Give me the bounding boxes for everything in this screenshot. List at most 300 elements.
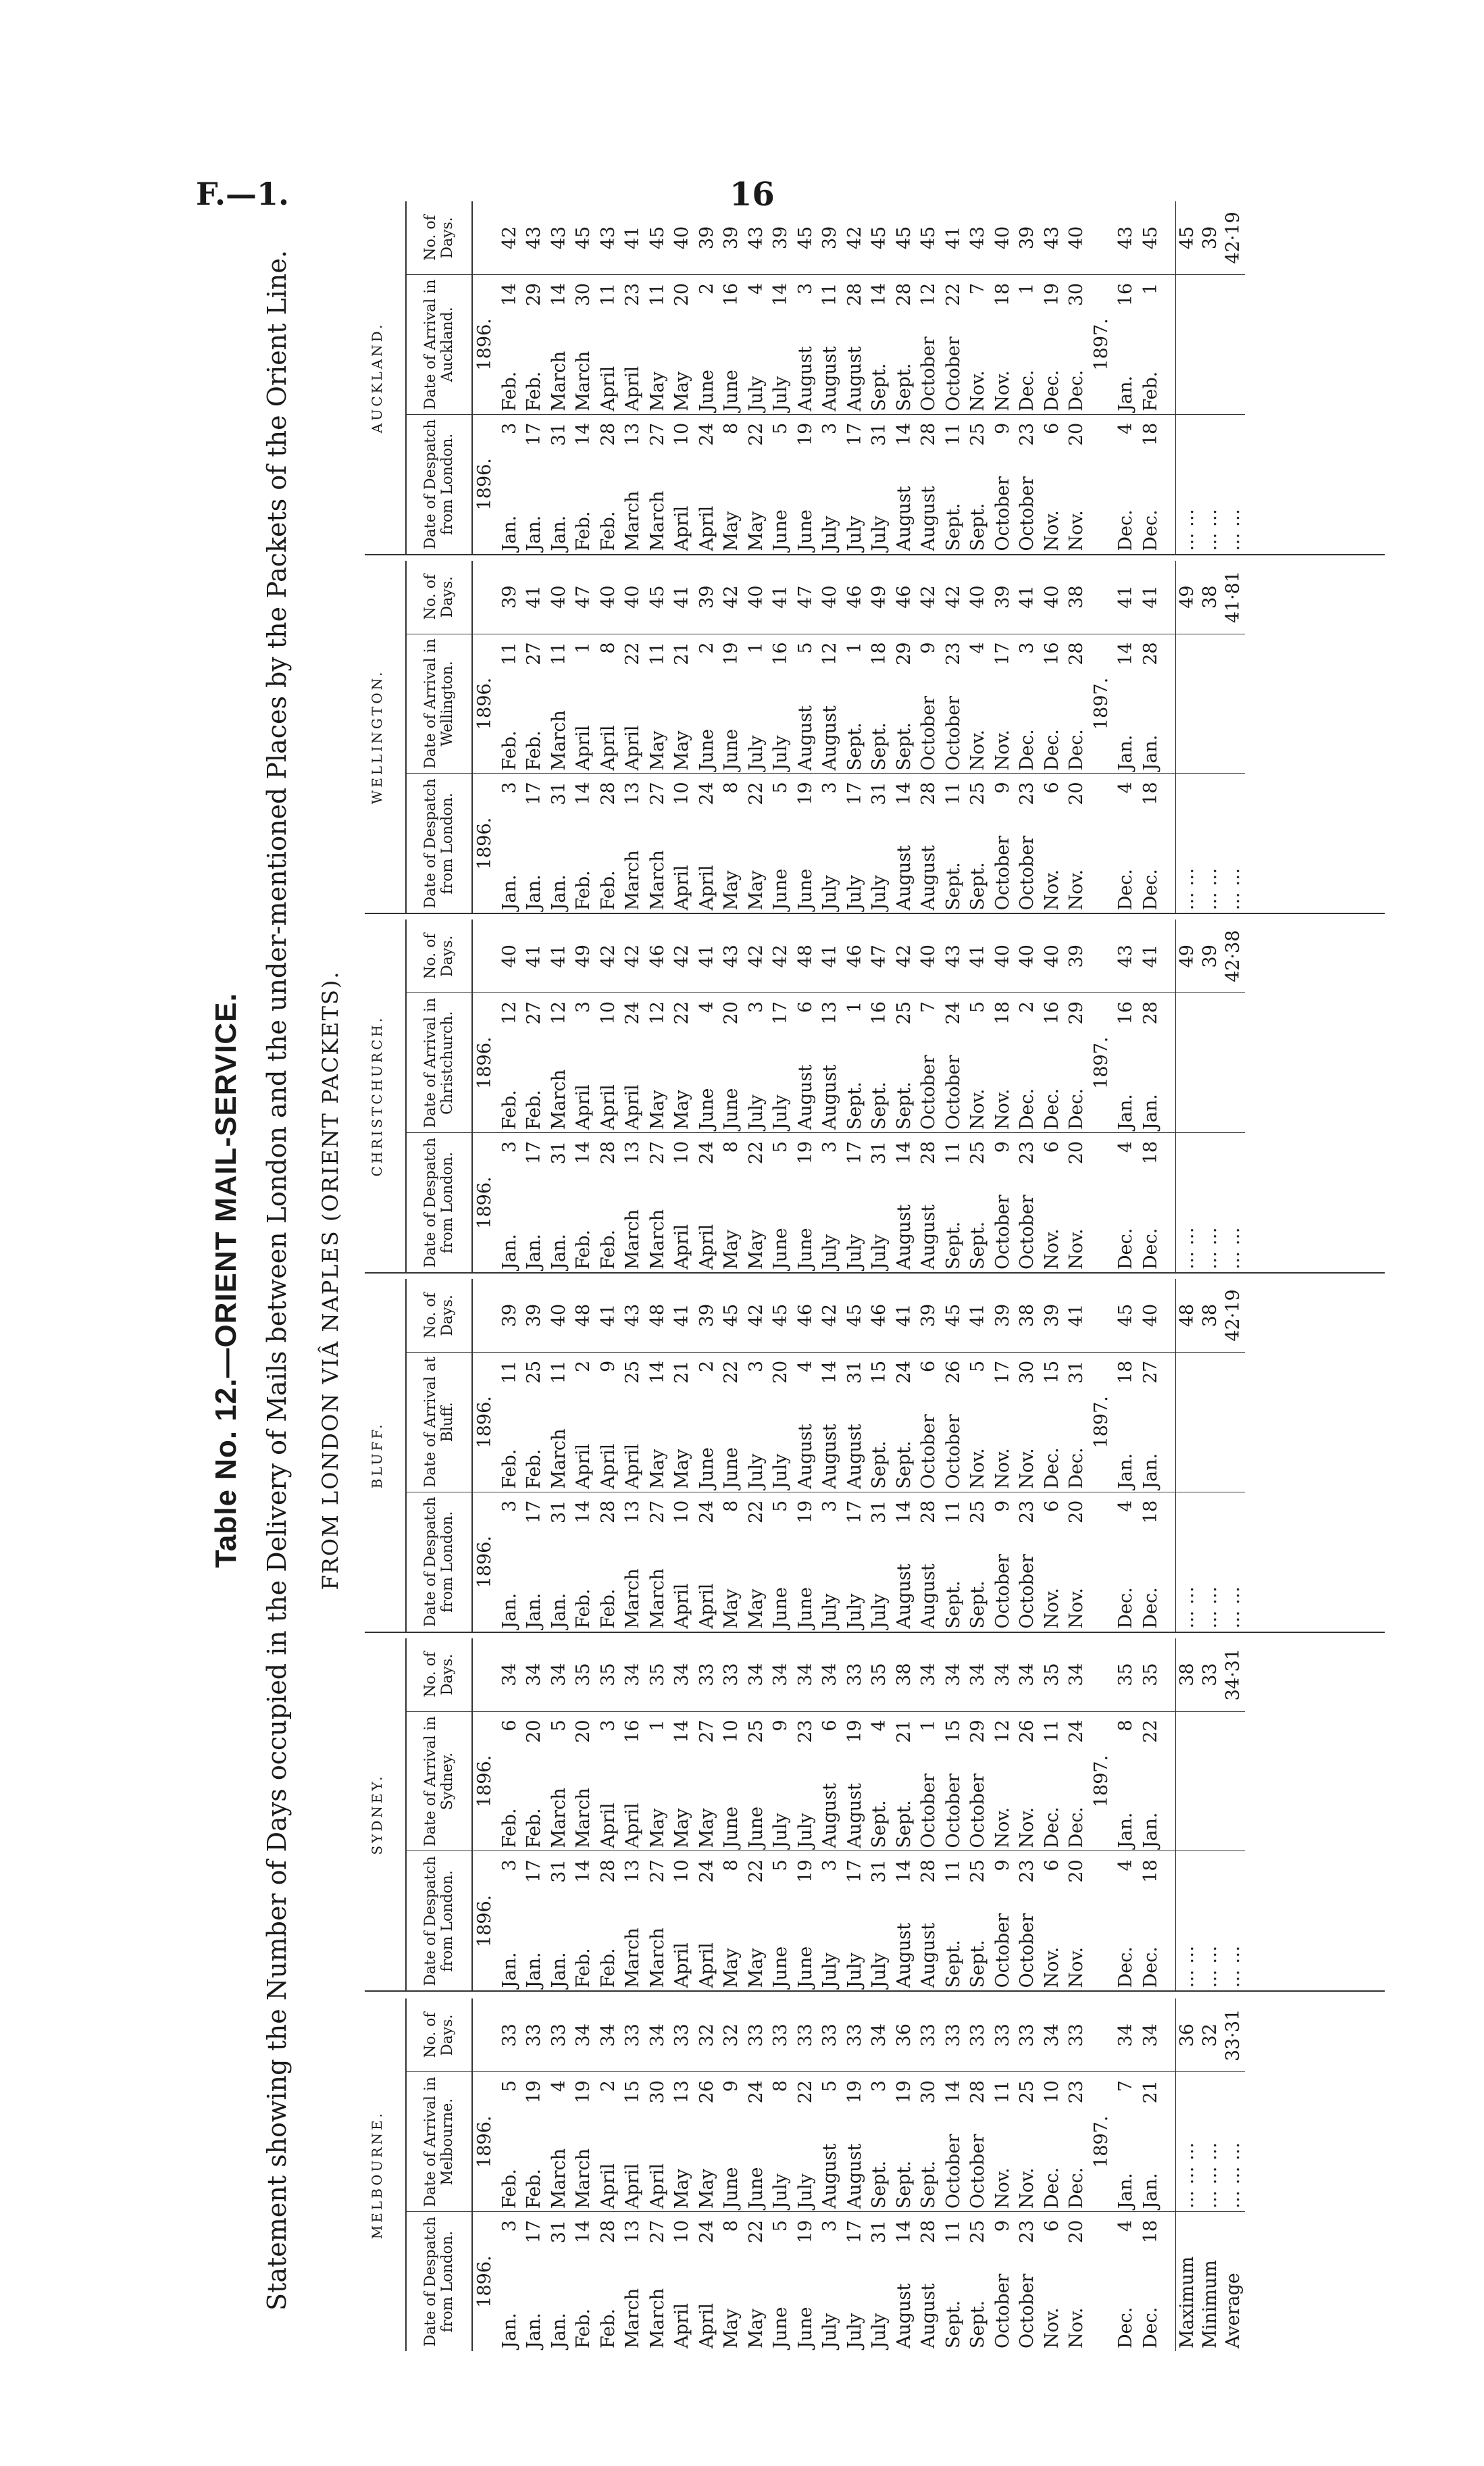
days-count: 41 [621, 201, 646, 274]
day: 13 [622, 1141, 643, 1165]
despatch-date [892, 1851, 917, 1990]
summary-label: … … [1200, 1945, 1221, 1988]
despatch-date [1065, 1492, 1090, 1631]
column-header: Date of Arrival in Sydney. [406, 1711, 472, 1851]
despatch-date [621, 2212, 646, 2351]
table-row [991, 1638, 1016, 1991]
table-row [498, 1998, 523, 2351]
day: 14 [893, 782, 915, 805]
day: 27 [696, 1719, 717, 1743]
arrival-date [744, 1711, 769, 1851]
month: March [548, 2148, 569, 2209]
arrival-date [1139, 274, 1164, 414]
day: 28 [1140, 1001, 1161, 1025]
column-header: Date of Despatch from London. [406, 774, 472, 913]
despatch-date [646, 774, 671, 913]
month: Jan. [548, 1234, 569, 1269]
day: 14 [893, 1141, 915, 1165]
days-count: 46 [867, 1279, 892, 1352]
month: May [721, 511, 742, 551]
arrival-date [991, 1711, 1016, 1851]
day: 13 [819, 1001, 840, 1025]
days-count: 35 [596, 1638, 621, 1711]
despatch-date [596, 774, 621, 913]
day: 14 [548, 282, 569, 307]
day: 19 [893, 2080, 915, 2104]
month: August [794, 1064, 816, 1130]
year-label: 1896. [472, 993, 498, 1133]
days-count: 43 [744, 201, 769, 274]
days-count: 42 [843, 201, 868, 274]
days-count: 40 [498, 920, 523, 992]
despatch-date [670, 414, 695, 553]
summary-row: Minimum … … … 32 [1199, 1998, 1222, 2351]
despatch-date [571, 414, 596, 553]
arrival-date [522, 1352, 547, 1492]
arrival-date [867, 634, 892, 774]
days-count: 43 [621, 1279, 646, 1352]
day: 14 [942, 2080, 964, 2104]
despatch-date [892, 774, 917, 913]
month: May [646, 1808, 668, 1848]
arrival-date [1065, 1352, 1090, 1492]
month: Dec. [1140, 2307, 1161, 2348]
table-row [1139, 561, 1164, 913]
despatch-date [498, 414, 523, 553]
month: March [646, 1928, 668, 1988]
day: 3 [869, 2080, 890, 2092]
arrival-date [695, 634, 720, 774]
day: 16 [770, 642, 791, 665]
month: Dec. [1066, 370, 1087, 411]
days-count: 45 [843, 1279, 868, 1352]
days-count: 39 [818, 201, 843, 274]
summary-label: … … [1200, 509, 1221, 551]
rotated-table-page [209, 182, 1398, 2378]
summary-label: … … [1223, 1227, 1244, 1269]
table-row [991, 920, 1016, 1272]
arrival-date [1139, 2072, 1164, 2212]
despatch-date [966, 2212, 991, 2351]
arrival-date [571, 1711, 596, 1851]
days-count: 38 [1015, 1279, 1040, 1352]
table-row [843, 1279, 868, 1632]
arrival-date [966, 1711, 991, 1851]
day: 28 [918, 2220, 939, 2244]
month: June [770, 1587, 791, 1629]
day: 14 [573, 1500, 594, 1524]
summary-label: Maximum [1176, 2212, 1200, 2351]
day: 4 [1115, 782, 1136, 794]
day: 19 [573, 2080, 594, 2104]
month: October [918, 1055, 939, 1130]
month: August [844, 2143, 865, 2209]
summary-row [1222, 1638, 1245, 1991]
summary-row [1176, 201, 1200, 554]
despatch-date [843, 2212, 868, 2351]
table-row [1065, 1638, 1090, 1991]
summary-label: … … [1223, 1945, 1244, 1988]
header-row [406, 1279, 472, 1632]
days-count: 33 [498, 1998, 523, 2071]
year-label: 1896. [472, 1352, 498, 1492]
arrival-date [646, 634, 671, 774]
summary-value: 33·31 [1222, 1998, 1245, 2071]
header-row [406, 1998, 472, 2351]
month: August [918, 1923, 939, 1988]
despatch-date [646, 1492, 671, 1631]
arrival-date [1114, 1711, 1139, 1851]
days-count: 41 [1015, 561, 1040, 634]
day: 6 [1041, 422, 1063, 434]
arrival-date [818, 1352, 843, 1492]
day: 25 [967, 2220, 988, 2244]
month: July [819, 1593, 840, 1629]
arrival-date [892, 1352, 917, 1492]
day: 4 [1115, 1500, 1136, 1512]
days-count: 45 [646, 561, 671, 634]
month: May [745, 511, 767, 551]
table-row [547, 1998, 572, 2351]
month: June [770, 1946, 791, 1988]
month: April [573, 1443, 594, 1489]
month: Dec. [1115, 2307, 1136, 2348]
table-row [818, 561, 843, 913]
month: Dec. [1140, 869, 1161, 911]
table-row [843, 201, 868, 554]
table-row [596, 1998, 621, 2351]
header-row [406, 561, 472, 913]
arrival-date [794, 993, 819, 1133]
year-row [472, 1998, 498, 2351]
arrival-date [991, 1352, 1016, 1492]
day: 25 [893, 1001, 915, 1025]
day: 23 [622, 282, 643, 307]
table-row [818, 920, 843, 1272]
day: 6 [1041, 1859, 1063, 1871]
year-label: 1896. [474, 458, 495, 511]
month: March [548, 1788, 569, 1848]
month: March [573, 351, 594, 411]
month: Jan. [548, 515, 569, 551]
arrival-date [1040, 2072, 1065, 2212]
city-name: BLUFF. [369, 1421, 385, 1489]
table-row [646, 1998, 671, 2351]
month: Feb. [573, 1588, 594, 1629]
days-count: 40 [596, 561, 621, 634]
month: Dec. [1041, 1088, 1063, 1130]
table-row [942, 201, 967, 554]
day: 13 [622, 1859, 643, 1883]
month: Sept. [893, 1800, 915, 1848]
arrival-date [942, 1711, 967, 1851]
day: 14 [573, 422, 594, 447]
table-row [1065, 561, 1090, 913]
days-count: 33 [1015, 1998, 1040, 2071]
despatch-date [794, 774, 819, 913]
days-count: 39 [522, 1279, 547, 1352]
page-number: 16 [730, 176, 775, 213]
despatch-date [571, 774, 596, 913]
day: 9 [721, 2080, 742, 2092]
month: July [745, 376, 767, 411]
day: 31 [1066, 1360, 1087, 1384]
day: 17 [523, 782, 544, 805]
day: 5 [548, 1719, 569, 1732]
days-count: 34 [794, 1638, 819, 1711]
month: Dec. [1041, 729, 1063, 771]
table-row [522, 201, 547, 554]
day: 19 [794, 782, 816, 805]
arrival-date [769, 1352, 794, 1492]
day: 5 [770, 1141, 791, 1153]
arrival-date [695, 1711, 720, 1851]
day: 21 [1140, 2080, 1161, 2104]
days-count: 40 [621, 561, 646, 634]
month: July [770, 1094, 791, 1130]
table-row [1114, 201, 1139, 554]
despatch-date [892, 2212, 917, 2351]
day: 8 [770, 2080, 791, 2092]
month: Dec. [1066, 2167, 1087, 2209]
table-statement: Statement showing the Number of Days occupied in the Delivery of Mails between London and the under-mentioned Places by the Packets of the Orient Line. [262, 250, 292, 2311]
summary-row [1222, 1279, 1245, 1632]
month: October [1017, 835, 1038, 911]
table-row [794, 1279, 819, 1632]
summary-value: 39 [1199, 920, 1222, 992]
month: Jan. [1115, 375, 1136, 411]
days-count: 39 [719, 201, 744, 274]
month: April [622, 1084, 643, 1130]
arrival-date [522, 993, 547, 1133]
summary-row [1199, 561, 1222, 913]
arrival-date [1139, 1352, 1164, 1492]
table-row [1139, 1638, 1164, 1991]
day: 28 [893, 282, 915, 307]
table-row [695, 1998, 720, 2351]
day: 6 [1041, 1500, 1063, 1512]
day: 5 [794, 642, 816, 654]
despatch-date [670, 774, 695, 913]
days-count: 34 [621, 1638, 646, 1711]
month: October [942, 1055, 964, 1130]
month: June [770, 1228, 791, 1269]
day: 1 [745, 642, 767, 654]
month: April [573, 1084, 594, 1130]
days-count: 38 [892, 1638, 917, 1711]
day: 18 [1115, 1360, 1136, 1384]
table-row [966, 201, 991, 554]
month: Sept. [967, 2300, 988, 2348]
month: April [646, 2163, 668, 2209]
month: October [992, 1194, 1013, 1269]
despatch-date [1139, 414, 1164, 553]
day: 24 [696, 1500, 717, 1524]
days-count: 40 [818, 561, 843, 634]
summary-row [1222, 920, 1245, 1272]
arrival-date [1065, 634, 1090, 774]
month: July [869, 875, 890, 911]
despatch-date [843, 774, 868, 913]
summary-label: … … [1176, 774, 1200, 913]
table-row [1114, 561, 1139, 913]
arrival-date [596, 634, 621, 774]
arrival-date [966, 274, 991, 414]
month: Jan. [523, 874, 544, 911]
month: May [671, 730, 692, 771]
month: April [696, 1224, 717, 1269]
month: Dec. [1017, 1088, 1038, 1130]
month: May [671, 371, 692, 411]
day: 2 [696, 1360, 717, 1372]
month: Feb. [597, 1948, 619, 1988]
table-row [1040, 201, 1065, 554]
month: June [696, 1447, 717, 1489]
summary-label: … … [1200, 1586, 1221, 1629]
table-row [942, 1279, 967, 1632]
despatch-date [1139, 1851, 1164, 1990]
month: Nov. [1017, 1807, 1038, 1848]
table-row [1040, 920, 1065, 1272]
despatch-date [942, 1851, 967, 1990]
despatch-date [867, 1851, 892, 1990]
days-count: 33 [843, 1638, 868, 1711]
summary-value: 34·31 [1222, 1638, 1245, 1711]
arrival-date [867, 993, 892, 1133]
despatch-date [917, 414, 942, 553]
table-row [1040, 1279, 1065, 1632]
arrival-date [867, 1711, 892, 1851]
month: Feb. [1140, 371, 1161, 411]
despatch-date [1139, 774, 1164, 913]
despatch-date [719, 2212, 744, 2351]
month: April [696, 1583, 717, 1629]
mail-table [405, 920, 1245, 1272]
month: July [770, 1813, 791, 1848]
arrival-date [917, 1352, 942, 1492]
day: 9 [992, 1141, 1013, 1153]
table-row [522, 561, 547, 913]
day: 19 [844, 2080, 865, 2104]
day: 12 [918, 282, 939, 307]
days-count: 33 [917, 1998, 942, 2071]
month: May [671, 1808, 692, 1848]
route-subtitle: FROM LONDON VIÂ NAPLES (ORIENT PACKETS). [317, 970, 343, 1590]
despatch-date [991, 414, 1016, 553]
table-row [1114, 1998, 1139, 2351]
month: May [721, 870, 742, 911]
month: May [721, 1588, 742, 1629]
summary-row [1199, 920, 1222, 1272]
day: 1 [573, 642, 594, 654]
month: June [745, 2167, 767, 2209]
days-count: 45 [1114, 1279, 1139, 1352]
day: 5 [819, 2080, 840, 2092]
day: 31 [548, 782, 569, 805]
day: 10 [597, 1001, 619, 1025]
day: 17 [523, 1859, 544, 1883]
day: 29 [967, 1719, 988, 1743]
arrival-date [547, 634, 572, 774]
day: 22 [745, 1141, 767, 1165]
days-count: 40 [670, 201, 695, 274]
day: 22 [745, 782, 767, 805]
month: Sept. [942, 1580, 964, 1629]
days-count: 39 [695, 201, 720, 274]
table-row [1065, 1279, 1090, 1632]
month: August [918, 2283, 939, 2348]
despatch-date [695, 1492, 720, 1631]
month: Sept. [967, 1940, 988, 1988]
days-count: 48 [646, 1279, 671, 1352]
month: June [721, 1806, 742, 1848]
arrival-date [571, 2072, 596, 2212]
month: April [696, 865, 717, 911]
table-row [695, 561, 720, 913]
despatch-date [1114, 2212, 1139, 2351]
day: 20 [721, 1001, 742, 1025]
day: 30 [918, 2080, 939, 2104]
arrival-date [1040, 1711, 1065, 1851]
despatch-date [1040, 1133, 1065, 1272]
days-count: 42 [942, 561, 967, 634]
day: 5 [770, 1859, 791, 1871]
despatch-date [547, 774, 572, 913]
arrival-date [1040, 1352, 1065, 1492]
despatch-date [547, 1492, 572, 1631]
arrival-date [843, 2072, 868, 2212]
day: 22 [671, 1001, 692, 1025]
month: Sept. [844, 1081, 865, 1130]
day: 19 [794, 2220, 816, 2244]
days-count: 34 [646, 1998, 671, 2071]
month: July [770, 735, 791, 771]
summary-label: … … [1176, 1133, 1200, 1272]
days-count: 43 [522, 201, 547, 274]
days-count: 49 [571, 920, 596, 992]
day: 14 [893, 1500, 915, 1524]
arrival-date [522, 634, 547, 774]
arrival-date [818, 993, 843, 1133]
day: 28 [918, 422, 939, 447]
day: 27 [646, 1859, 668, 1883]
days-count: 42 [596, 920, 621, 992]
table-row [621, 920, 646, 1272]
day: 22 [942, 282, 964, 307]
table-row [596, 201, 621, 554]
column-header: Date of Arrival in Auckland. [406, 274, 472, 414]
days-count: 42 [498, 201, 523, 274]
summary-value: 42·19 [1222, 1279, 1245, 1352]
month: Dec. [1140, 509, 1161, 551]
month: Nov. [1041, 2307, 1063, 2348]
day: 9 [992, 2220, 1013, 2232]
month: Jan. [498, 1952, 520, 1988]
day: 12 [992, 1719, 1013, 1743]
month: Sept. [869, 1081, 890, 1130]
table-row [1114, 1279, 1139, 1632]
despatch-date [1015, 2212, 1040, 2351]
month: Sept. [869, 363, 890, 411]
city-name: AUCKLAND. [369, 322, 385, 434]
day: 17 [523, 422, 544, 447]
month: July [745, 735, 767, 771]
day: 17 [770, 1001, 791, 1025]
despatch-date [794, 2212, 819, 2351]
table-row [917, 1638, 942, 1991]
month: Sept. [893, 2160, 915, 2209]
arrival-date [646, 274, 671, 414]
